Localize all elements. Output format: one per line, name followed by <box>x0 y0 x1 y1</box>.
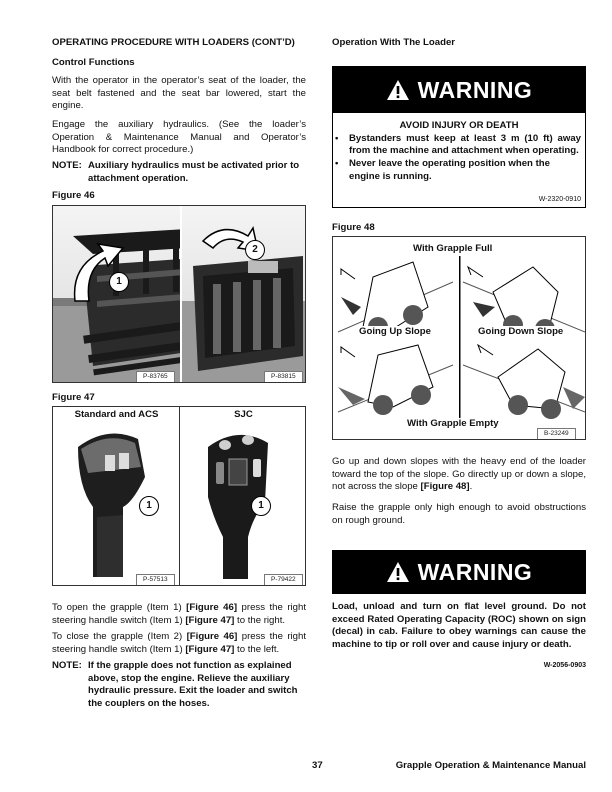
callout-item-1: 1 <box>139 496 159 516</box>
section-heading: OPERATING PROCEDURE WITH LOADERS (CONT’D) <box>52 37 295 48</box>
figure-46-label: Figure 46 <box>52 190 95 201</box>
paragraph-close-grapple: To close the grapple (Item 2) [Figure 46] press the right steering handle switch (Item 1) [Figure 47] to the left. <box>52 631 306 655</box>
note-tag: NOTE: <box>52 660 82 671</box>
warning-triangle-icon <box>386 561 410 583</box>
paragraph-raise-grapple: Raise the grapple only high enough to avoid obstructions on rough ground. <box>332 502 586 526</box>
callout-item-1: 1 <box>251 496 271 516</box>
photo-code: P-83765 <box>136 371 175 383</box>
note-auxiliary <box>52 160 306 185</box>
note-grapple-not-function <box>52 660 306 711</box>
photo-code: P-83815 <box>264 371 303 383</box>
note-tag: NOTE: <box>52 160 82 171</box>
section-heading-loader: Operation With The Loader <box>332 37 456 48</box>
column-header-sjc: SJC <box>234 409 253 420</box>
label-with-grapple-full: With Grapple Full <box>413 243 493 254</box>
warning-title: WARNING <box>417 76 533 103</box>
subheading-control-functions: Control Functions <box>52 57 135 68</box>
warning-title: WARNING <box>417 558 533 585</box>
page-number: 37 <box>312 760 323 771</box>
figure-code: B-23249 <box>537 428 576 440</box>
photo-code: P-79422 <box>264 574 303 586</box>
paragraph-open-grapple: To open the grapple (Item 1) [Figure 46] press the right steering handle switch (Item 1) [Figure 47] to the right. <box>52 602 306 626</box>
warning-subtitle: AVOID INJURY OR DEATH <box>399 120 519 131</box>
warning-text-flat-ground: Load, unload and turn on flat level ground. Do not exceed Rated Operating Capacity (ROC) shown on sign (decal) in cab. Failure to obey warnings can cause the machine to tip or roll over and cause injury or death. <box>332 601 586 650</box>
figure-46 <box>52 205 306 383</box>
warning-banner <box>333 67 585 113</box>
grapple-photos <box>53 206 306 383</box>
figure-47-label: Figure 47 <box>52 392 95 403</box>
warning-code: W-2320-0910 <box>538 195 581 203</box>
paragraph-engage-hydraulics: Engage the auxiliary hydraulics. (See the loader’s Operation & Maintenance Manual and Operator’s Handbook for correct procedure.) <box>52 119 306 156</box>
note-text: If the grapple does not function as explained above, stop the engine. Relieve the auxiliary hydraulic pressure. Exit the loader and switch the couplers on the hoses. <box>88 660 298 709</box>
figure-48-label: Figure 48 <box>332 222 375 233</box>
warning-bullet: • Bystanders must keep at least 3 m (10 ft) away from the machine and attachment when operating. <box>335 132 581 157</box>
label-with-grapple-empty: With Grapple Empty <box>407 418 499 429</box>
warning-bullet: • Never leave the operating position when the engine is running. <box>335 157 550 182</box>
paragraph-slopes: Go up and down slopes with the heavy end of the loader toward the top of the slope. Go directly up or down a slope, not across the slope [Figure 48]. <box>332 456 586 493</box>
callout-item-1: 1 <box>109 272 129 292</box>
label-going-up-slope: Going Up Slope <box>359 326 431 337</box>
figure-48 <box>332 236 586 440</box>
photo-code: P-57513 <box>136 574 175 586</box>
note-text: Auxiliary hydraulics must be activated prior to attachment operation. <box>88 160 300 184</box>
column-header-standard: Standard and ACS <box>74 409 159 420</box>
label-going-down-slope: Going Down Slope <box>478 326 564 337</box>
steering-handle-photos <box>53 407 306 586</box>
warning-triangle-icon <box>386 79 410 101</box>
paragraph-start-engine: With the operator in the operator’s seat of the loader, the seat belt fastened and the seat bar lowered, start the engine. <box>52 75 306 112</box>
footer-title: Grapple Operation & Maintenance Manual <box>395 760 586 771</box>
warning-code: W-2056-0903 <box>543 662 586 669</box>
warning-box-flat-ground <box>332 550 586 594</box>
callout-item-2: 2 <box>245 240 265 260</box>
figure-47 <box>52 406 306 586</box>
warning-box-bystanders <box>332 66 586 208</box>
warning-banner <box>332 550 586 594</box>
